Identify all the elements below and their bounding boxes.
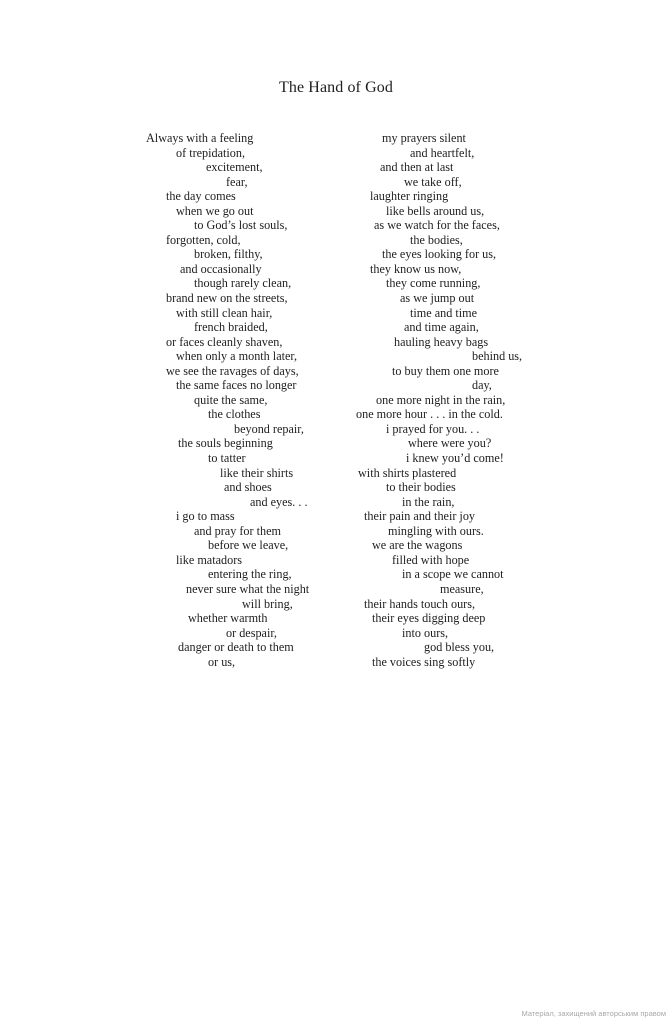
poem-line: [0, 582, 672, 597]
poem-line-text: to their bodies: [386, 480, 456, 495]
poem-line-text: one more night in the rain,: [376, 392, 506, 407]
poem-line-text: and then at last: [380, 160, 454, 175]
poem-line-text: before we leave,: [208, 538, 289, 553]
poem-line: [0, 204, 672, 219]
poem-line-text: measure,: [440, 581, 484, 596]
poem-line-text: behind us,: [472, 349, 523, 364]
poem-line: [0, 466, 672, 481]
poem-right-column: [0, 131, 672, 669]
poem-line: [0, 160, 672, 175]
poem-line: [0, 131, 672, 146]
poem-line-text: to tatter: [208, 451, 246, 466]
poem-line-text: the souls beginning: [178, 436, 273, 451]
poem-line-text: we take off,: [404, 174, 462, 189]
poem-line: [0, 597, 672, 612]
poem-line: [0, 407, 672, 422]
poem-line-text: never sure what the night: [186, 581, 310, 596]
poem-line: [0, 567, 672, 582]
poem-line-text: like their shirts: [220, 465, 294, 480]
poem-line: [0, 291, 672, 306]
poem-line: [0, 378, 672, 393]
poem-line: [0, 146, 672, 161]
poem-line-text: like matadors: [176, 552, 242, 567]
poem-line-text: when only a month later,: [176, 349, 298, 364]
poem-line-text: and pray for them: [194, 523, 281, 538]
poem-line: [0, 626, 672, 641]
poem-line-text: the bodies,: [410, 232, 463, 247]
poem-line-text: broken, filthy,: [194, 247, 263, 262]
poem-line-text: entering the ring,: [208, 567, 292, 582]
poem-line-text: time and time: [410, 305, 478, 320]
poem-line-text: where were you?: [408, 436, 492, 451]
poem-line-text: to buy them one more: [392, 363, 499, 378]
poem-line-text: their pain and their joy: [364, 509, 476, 524]
poem-line-text: i go to mass: [176, 509, 235, 524]
poem-line-text: the same faces no longer: [176, 378, 297, 393]
poem-line-text: the clothes: [208, 407, 261, 422]
poem-line: [0, 393, 672, 408]
poem-line-text: and eyes. . .: [250, 494, 308, 509]
poem-line: [0, 611, 672, 626]
poem-line-text: filled with hope: [392, 552, 470, 567]
poem-line: [0, 189, 672, 204]
poem-line-text: when we go out: [176, 203, 254, 218]
poem-line-text: whether warmth: [188, 611, 268, 626]
poem-line: [0, 276, 672, 291]
poem-line-text: of trepidation,: [176, 145, 246, 160]
poem-line-text: they come running,: [386, 276, 481, 291]
poem-line: [0, 422, 672, 437]
poem-line-text: the voices sing softly: [372, 654, 476, 669]
poem-line: [0, 655, 672, 670]
poem-line-text: as we jump out: [400, 291, 475, 306]
poem-line-text: i knew you’d come!: [406, 451, 504, 466]
poem-line-text: or faces cleanly shaven,: [166, 334, 283, 349]
poem-line-text: will bring,: [242, 596, 293, 611]
poem-line-text: laughter ringing: [370, 189, 449, 204]
poem-line: [0, 175, 672, 190]
poem-line-text: or us,: [208, 654, 236, 669]
poem-line-text: quite the same,: [194, 392, 268, 407]
poem-line: [0, 335, 672, 350]
poem-line-text: like bells around us,: [386, 203, 485, 218]
poem-line-text: we see the ravages of days,: [166, 363, 299, 378]
poem-line-text: as we watch for the faces,: [374, 218, 500, 233]
poem-line-text: and heartfelt,: [410, 145, 475, 160]
poem-line-text: into ours,: [402, 625, 449, 640]
poem-line-text: and shoes: [224, 480, 272, 495]
poem-line: [0, 218, 672, 233]
poem-line-text: with shirts plastered: [358, 465, 457, 480]
poem-line: [0, 436, 672, 451]
poem-line-text: god bless you,: [424, 640, 495, 655]
poem-line: [0, 480, 672, 495]
poem-line: [0, 538, 672, 553]
poem-line: [0, 233, 672, 248]
poem-line-text: or despair,: [226, 625, 277, 640]
poem-line: [0, 509, 672, 524]
poem-line: [0, 524, 672, 539]
poem-line-text: we are the wagons: [372, 538, 463, 553]
poem-line-text: french braided,: [194, 320, 268, 335]
poem-line-text: with still clean hair,: [176, 305, 273, 320]
poem-line-text: and occasionally: [180, 261, 262, 276]
poem-line-text: forgotten, cold,: [166, 232, 241, 247]
poem-line-text: mingling with ours.: [388, 523, 484, 538]
poem-line: [0, 364, 672, 379]
poem-line-text: Always with a feeling: [146, 131, 254, 145]
poem-line-text: one more hour . . . in the cold.: [356, 407, 503, 422]
poem-line: [0, 320, 672, 335]
poem-line-text: fear,: [226, 174, 248, 189]
poem-line-text: danger or death to them: [178, 640, 294, 655]
poem-title: The Hand of God: [279, 79, 393, 96]
poem-line-text: the eyes looking for us,: [382, 247, 497, 262]
poem-line: [0, 553, 672, 568]
poem-line: [0, 640, 672, 655]
poem-line-text: brand new on the streets,: [166, 291, 288, 306]
poem-line: [0, 495, 672, 510]
poem-line-text: to God’s lost souls,: [194, 218, 288, 233]
poem-line-text: though rarely clean,: [194, 276, 292, 291]
poem-line-text: in a scope we cannot: [402, 567, 504, 582]
poem-line-text: their eyes digging deep: [372, 611, 486, 626]
poem-line-text: i prayed for you. . .: [386, 421, 480, 436]
poem-line: [0, 349, 672, 364]
poem-line-text: beyond repair,: [234, 421, 304, 436]
poem-line-text: my prayers silent: [382, 131, 466, 145]
poem-line-text: in the rain,: [402, 494, 455, 509]
poem-line: [0, 451, 672, 466]
poem-line: [0, 262, 672, 277]
poem-line-text: they know us now,: [370, 261, 462, 276]
poem-line-text: day,: [472, 378, 492, 393]
poem-line-text: their hands touch ours,: [364, 596, 476, 611]
copyright-watermark: Матеріал, захищений авторським правом: [521, 1009, 666, 1018]
poem-line: [0, 247, 672, 262]
poem-line-text: and time again,: [404, 320, 479, 335]
poem-line: [0, 306, 672, 321]
poem-line-text: the day comes: [166, 189, 236, 204]
poem-line-text: hauling heavy bags: [394, 334, 489, 349]
poem-line-text: excitement,: [206, 160, 263, 175]
